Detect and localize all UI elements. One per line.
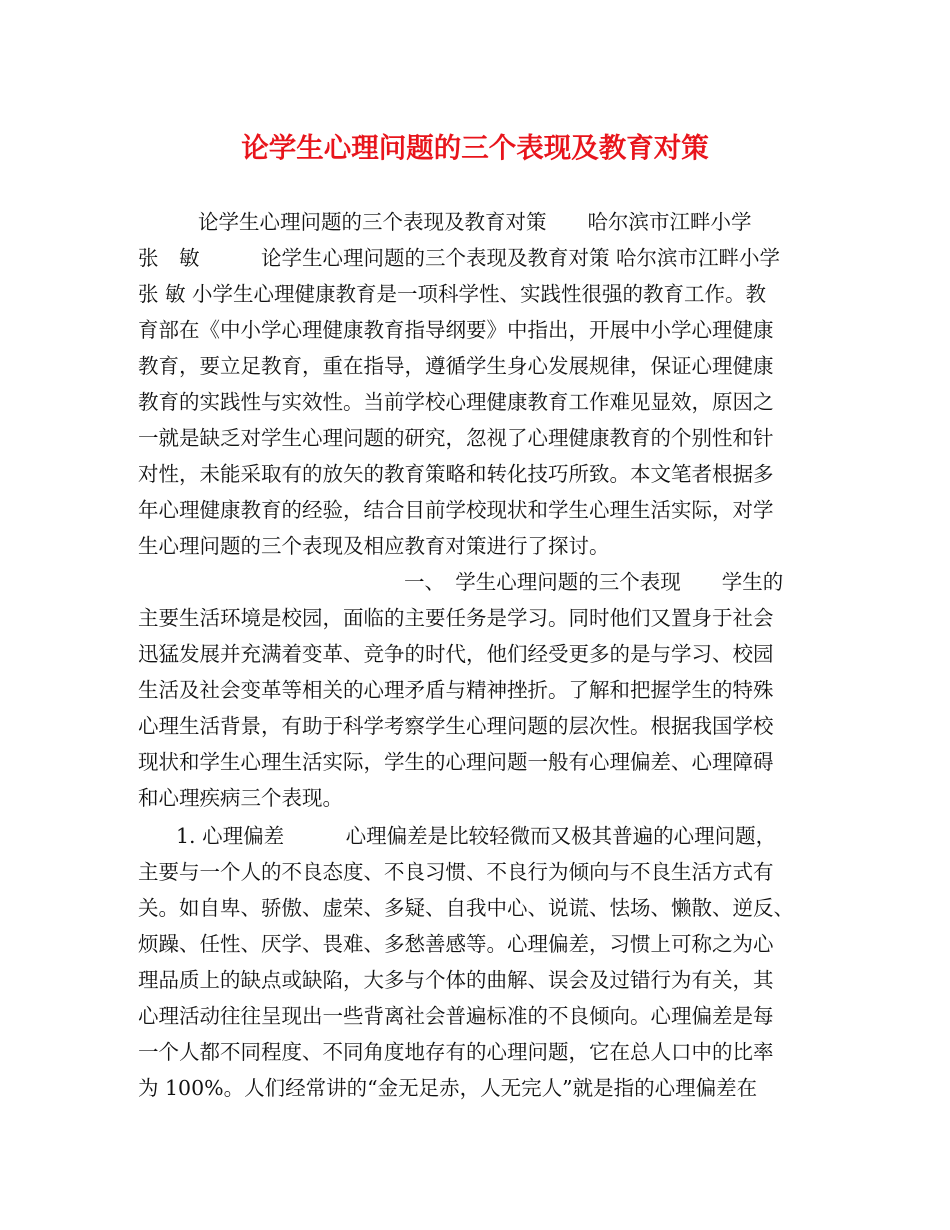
body-line: 迅猛发展并充满着变革、竞争的时代，他们经受更多的是与学习、校园 (138, 642, 774, 666)
body-line: 和心理疾病三个表现。 (138, 786, 343, 810)
body-line: 主要与一个人的不良态度、不良习惯、不良行为倾向与不良生活方式有 (138, 860, 774, 884)
body-line: 论学生心理问题的三个表现及教育对策 哈尔滨市江畔小学 (198, 210, 752, 234)
body-line: 烦躁、任性、厌学、畏难、多愁善感等。心理偏差，习惯上可称之为心 (138, 932, 774, 956)
body-line: 心理活动往往呈现出一些背离社会普遍标准的不良倾向。心理偏差是每 (138, 1004, 774, 1028)
body-line: 现状和学生心理生活实际，学生的心理问题一般有心理偏差、心理障碍 (138, 750, 774, 774)
body-line: 对性，未能采取有的放矢的教育策略和转化技巧所致。本文笔者根据多 (138, 462, 774, 486)
body-line: 教育的实践性与实效性。当前学校心理健康教育工作难见显效，原因之 (138, 390, 774, 414)
body-line: 张 敏 论学生心理问题的三个表现及教育对策 哈尔滨市江畔小学 (138, 246, 781, 270)
body-line: 关。如自卑、骄傲、虚荣、多疑、自我中心、说谎、怯场、懒散、逆反、 (138, 896, 794, 920)
body-line: 年心理健康教育的经验，结合目前学校现状和学生心理生活实际，对学 (138, 498, 774, 522)
body-line: 教育，要立足教育，重在指导，遵循学生身心发展规律，保证心理健康 (138, 354, 774, 378)
body-line: 一就是缺乏对学生心理问题的研究，忽视了心理健康教育的个别性和针 (138, 426, 774, 450)
body-line: 一个人都不同程度、不同角度地存有的心理问题，它在总人口中的比率 (138, 1040, 774, 1064)
body-line: 张 敏 小学生心理健康教育是一项科学性、实践性很强的教育工作。教 (138, 282, 767, 306)
subsection-heading-line: 1. 心理偏差 心理偏差是比较轻微而又极其普遍的心理问题， (176, 824, 777, 848)
body-line: 生活及社会变革等相关的心理矛盾与精神挫折。了解和把握学生的特殊 (138, 678, 774, 702)
section-heading-line: 一、 学生心理问题的三个表现 学生的 (404, 570, 784, 594)
document-title: 论学生心理问题的三个表现及教育对策 (241, 132, 709, 164)
body-line: 为 100%。人们经常讲的“金无足赤，人无完人”就是指的心理偏差在 (138, 1076, 758, 1100)
body-line: 主要生活环境是校园，面临的主要任务是学习。同时他们又置身于社会 (138, 606, 774, 630)
body-line: 理品质上的缺点或缺陷，大多与个体的曲解、误会及过错行为有关，其 (138, 968, 774, 992)
body-line: 育部在《中小学心理健康教育指导纲要》中指出，开展中小学心理健康 (138, 318, 774, 342)
body-line: 心理生活背景，有助于科学考察学生心理问题的层次性。根据我国学校 (138, 714, 774, 738)
body-line: 生心理问题的三个表现及相应教育对策进行了探讨。 (138, 534, 610, 558)
